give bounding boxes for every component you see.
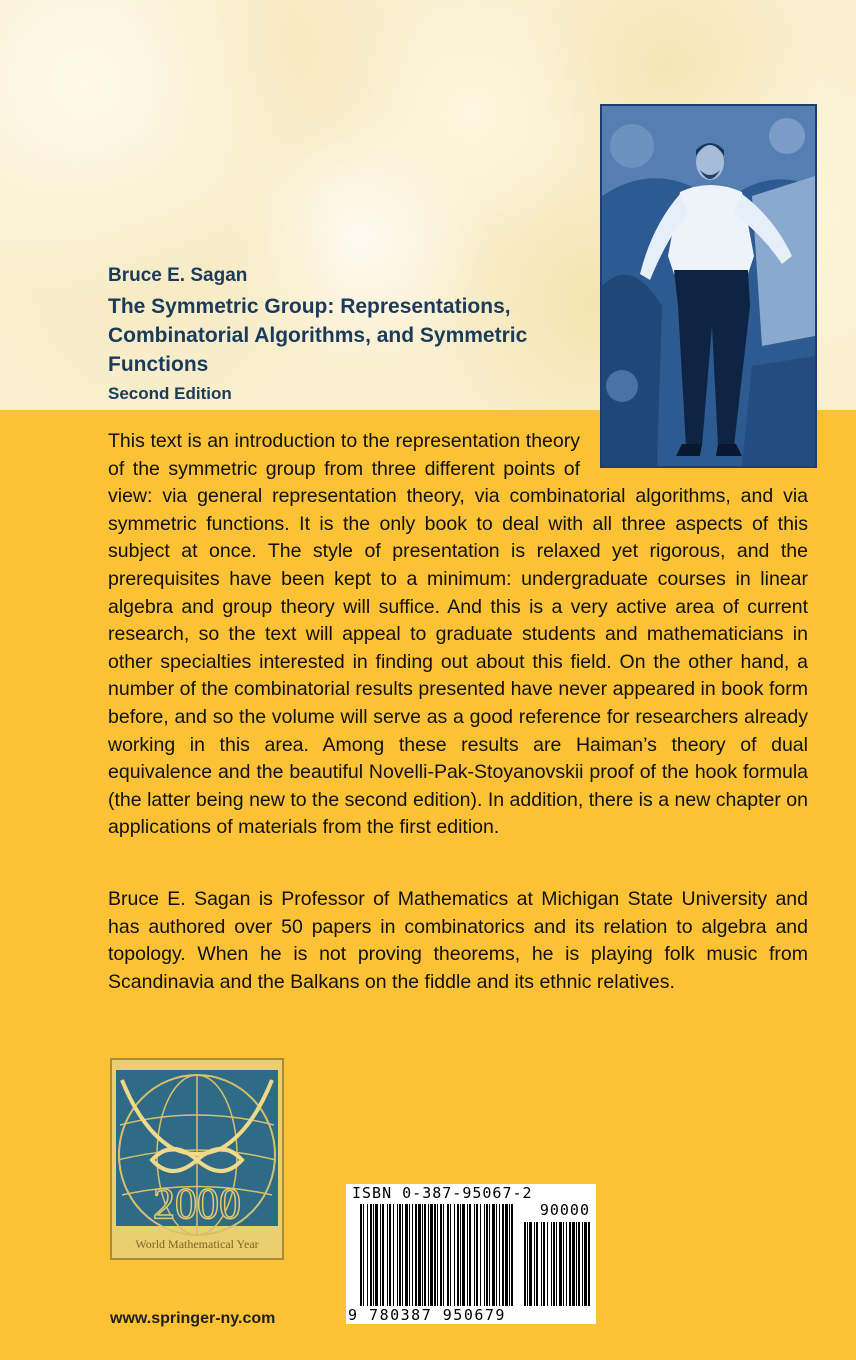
barcode-addon-bar (569, 1222, 571, 1306)
barcode-bar (393, 1204, 394, 1306)
barcode-addon-bar (584, 1222, 587, 1306)
barcode-addon-bar (551, 1222, 552, 1306)
publisher-url: www.springer-ny.com (110, 1310, 276, 1327)
author-photo (600, 104, 817, 468)
barcode-addon-bar (578, 1222, 580, 1306)
world-mathematical-year-logo (110, 1058, 284, 1260)
barcode-bar (460, 1204, 461, 1306)
barcode-bar (511, 1204, 513, 1306)
barcode-bar (397, 1204, 398, 1306)
barcode-bar (447, 1204, 449, 1306)
barcode-bar (502, 1204, 504, 1306)
barcode-bar (389, 1204, 391, 1306)
barcode-bar (462, 1204, 465, 1306)
barcode-bar (505, 1204, 508, 1306)
barcode-bar (440, 1204, 442, 1306)
barcode-bar (474, 1204, 475, 1306)
barcode-bar (454, 1204, 455, 1306)
description-text (108, 428, 808, 842)
barcode-bar (450, 1204, 451, 1306)
barcode-addon-bar (556, 1222, 557, 1306)
barcode-bar (434, 1204, 436, 1306)
barcode-bar (409, 1204, 410, 1306)
barcode-addon-bar (582, 1222, 583, 1306)
barcode-addon-bar (572, 1222, 575, 1306)
barcode-number: 9 780387 950679 (348, 1306, 506, 1324)
barcode-bar (412, 1204, 413, 1306)
barcode-bar (418, 1204, 421, 1306)
barcode-addon-bar (543, 1222, 545, 1306)
barcode-addon-bar (541, 1222, 542, 1306)
barcode-addon: 90000 (539, 1201, 590, 1219)
barcode-addon-bar (566, 1222, 567, 1306)
barcode-addon-bar (553, 1222, 555, 1306)
barcode-addon-bar (559, 1222, 562, 1306)
edition-label: Second Edition (108, 384, 232, 403)
author-bio-paragraph: Bruce E. Sagan is Professor of Mathematics at Michigan State University and has authored over 50 papers in combinatorics and its relation to algebra and topology. When he is not proving theorems, he is playing folk music from Scandinavia and the Balkans on the fiddle and its ethnic relatives. (108, 888, 808, 993)
barcode-addon-bar (576, 1222, 577, 1306)
barcode-bar (443, 1204, 444, 1306)
barcode-bar (424, 1204, 426, 1306)
barcode-bar (367, 1204, 368, 1306)
barcode-addon-bar (588, 1222, 590, 1306)
logo-year: 2000 (153, 1179, 241, 1228)
barcode-bar (373, 1204, 374, 1306)
isbn-barcode (346, 1184, 596, 1324)
barcode-bar (387, 1204, 388, 1306)
barcode-bar (405, 1204, 408, 1306)
barcode-bar (496, 1204, 497, 1306)
barcode-addon-bar (547, 1222, 548, 1306)
barcode-bar (509, 1204, 510, 1306)
barcode-bar (422, 1204, 423, 1306)
barcode-bar (437, 1204, 438, 1306)
barcode-bar (486, 1204, 488, 1306)
barcode-addon-bar (524, 1222, 526, 1306)
barcode-bar (382, 1204, 384, 1306)
barcode-bar (480, 1204, 481, 1306)
barcode-bar (489, 1204, 490, 1306)
barcode-bar (492, 1204, 495, 1306)
barcode-bar (428, 1204, 429, 1306)
book-header (108, 264, 578, 405)
barcode-addon-bar (536, 1222, 538, 1306)
barcode-bar (375, 1204, 378, 1306)
description-paragraph: This text is an introduction to the representation theory of the symmetric group from three different points of view: via general representation theory, via combinatorial algorithms, and via symmetric functions. It is the only book to deal with all three aspects of this subject at once. The style of presentation is relaxed yet rigorous, and the prerequisites have been kept to a minimum: undergraduate courses in linear algebra and group theory will suffice. And this is a very active area of current research, so the text will appeal to graduate students and mathematicians in other specialties interested in finding out about this field. On the other hand, a number of the combinatorial results presented have never appeared in book form before, and so the volume will serve as a good reference for researchers already working in this area. Among these results are Haiman’s theory of dual equivalence and the beautiful Novelli-Pak-Stoyanovskii proof of the hook formula (the latter being new to the second edition). In addition, there is a new chapter on applications of materials from the first edition. (108, 430, 808, 839)
barcode-bar (402, 1204, 403, 1306)
barcode-bar (399, 1204, 401, 1306)
author-bio (108, 886, 808, 996)
barcode-bar (363, 1204, 364, 1306)
barcode-bar (467, 1204, 468, 1306)
barcode-bar (499, 1204, 500, 1306)
barcode-bar (484, 1204, 485, 1306)
barcode-bar (415, 1204, 417, 1306)
barcode-addon-bar (529, 1222, 532, 1306)
barcode-addon-bar (534, 1222, 535, 1306)
barcode-bar (430, 1204, 433, 1306)
barcode-bar (469, 1204, 471, 1306)
barcode-bar (380, 1204, 381, 1306)
barcode-addon-bar (563, 1222, 564, 1306)
photo-wrap-spacer (580, 428, 808, 480)
isbn-text: ISBN 0-387-95067-2 (352, 1184, 533, 1202)
barcode-bar (476, 1204, 478, 1306)
author-name: Bruce E. Sagan (108, 265, 248, 286)
logo-caption: World Mathematical Year (135, 1237, 259, 1251)
barcode-addon-bar (527, 1222, 528, 1306)
barcode-bar (370, 1204, 372, 1306)
barcode-bar (360, 1204, 362, 1306)
book-title: The Symmetric Group: Representations, Combinatorial Algorithms, and Symmetric Functions (108, 295, 528, 376)
barcode-bar (457, 1204, 459, 1306)
